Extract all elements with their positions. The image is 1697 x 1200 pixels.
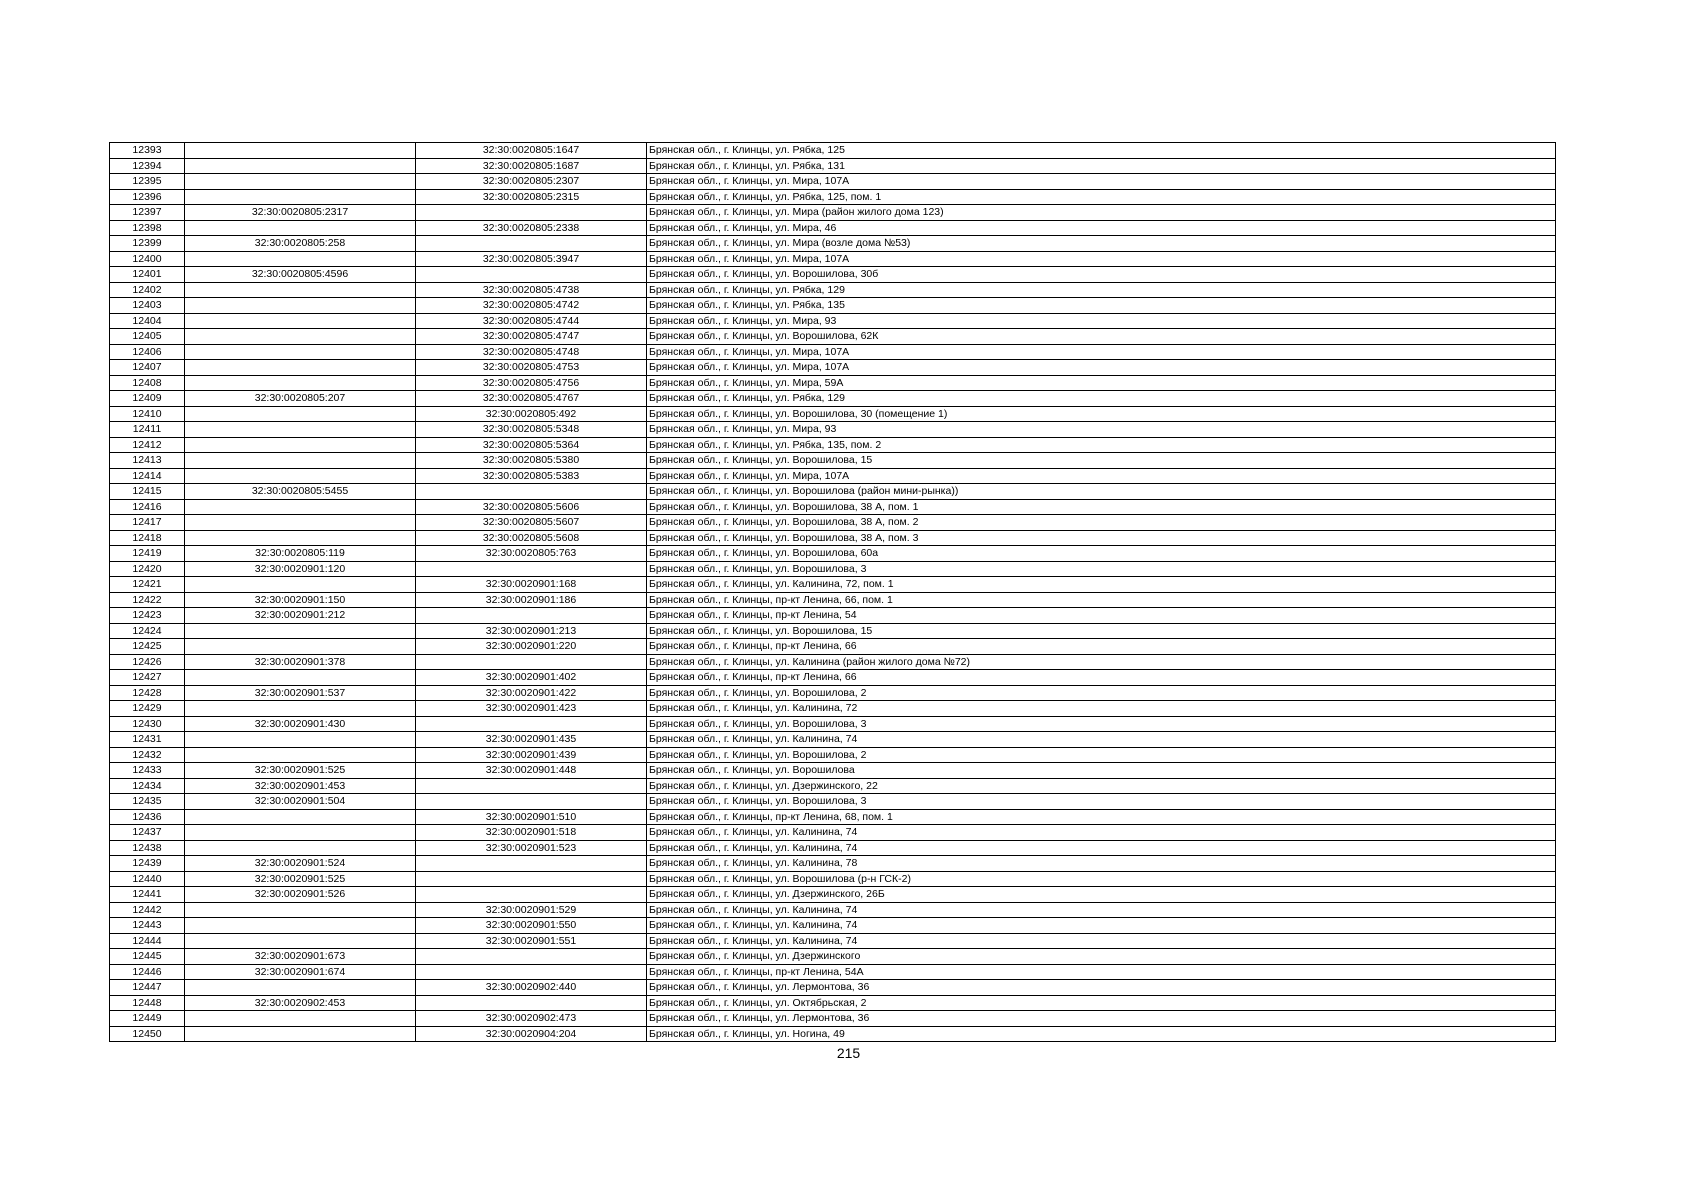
address-cell: Брянская обл., г. Клинцы, ул. Дзержинского xyxy=(647,949,1556,965)
row-number-cell: 12441 xyxy=(110,887,185,903)
cadastral-number-b-cell: 32:30:0020805:5608 xyxy=(416,530,647,546)
row-number-cell: 12427 xyxy=(110,670,185,686)
table-row xyxy=(110,422,1556,438)
address-cell: Брянская обл., г. Клинцы, ул. Ворошилова, 3 xyxy=(647,561,1556,577)
cadastral-number-b-cell: 32:30:0020805:5607 xyxy=(416,515,647,531)
cadastral-number-b-cell xyxy=(416,561,647,577)
cadastral-number-b-cell: 32:30:0020805:5606 xyxy=(416,499,647,515)
address-cell: Брянская обл., г. Клинцы, ул. Калинина, 72, пом. 1 xyxy=(647,577,1556,593)
cadastral-number-b-cell xyxy=(416,778,647,794)
address-cell: Брянская обл., г. Клинцы, ул. Калинина, 74 xyxy=(647,933,1556,949)
cadastral-number-b-cell: 32:30:0020805:2338 xyxy=(416,220,647,236)
cadastral-number-b-cell: 32:30:0020902:440 xyxy=(416,980,647,996)
table-row xyxy=(110,391,1556,407)
registry-table-body xyxy=(110,143,1556,1042)
address-cell: Брянская обл., г. Клинцы, ул. Лермонтова, 36 xyxy=(647,1011,1556,1027)
table-row xyxy=(110,236,1556,252)
address-cell: Брянская обл., г. Клинцы, пр-кт Ленина, 68, пом. 1 xyxy=(647,809,1556,825)
cadastral-number-b-cell: 32:30:0020901:220 xyxy=(416,639,647,655)
address-cell: Брянская обл., г. Клинцы, ул. Дзержинского, 22 xyxy=(647,778,1556,794)
row-number-cell: 12432 xyxy=(110,747,185,763)
table-row xyxy=(110,825,1556,841)
row-number-cell: 12414 xyxy=(110,468,185,484)
cadastral-number-a-cell xyxy=(185,809,416,825)
cadastral-number-a-cell: 32:30:0020805:119 xyxy=(185,546,416,562)
cadastral-number-b-cell: 32:30:0020901:168 xyxy=(416,577,647,593)
page-number: 215 xyxy=(836,1045,861,1061)
cadastral-number-b-cell: 32:30:0020805:4742 xyxy=(416,298,647,314)
cadastral-number-b-cell: 32:30:0020805:5380 xyxy=(416,453,647,469)
address-cell: Брянская обл., г. Клинцы, ул. Рябка, 125, пом. 1 xyxy=(647,189,1556,205)
cadastral-number-a-cell xyxy=(185,313,416,329)
cadastral-number-a-cell: 32:30:0020805:5455 xyxy=(185,484,416,500)
address-cell: Брянская обл., г. Клинцы, ул. Рябка, 135 xyxy=(647,298,1556,314)
address-cell: Брянская обл., г. Клинцы, пр-кт Ленина, 66, пом. 1 xyxy=(647,592,1556,608)
table-row xyxy=(110,918,1556,934)
row-number-cell: 12418 xyxy=(110,530,185,546)
table-row xyxy=(110,158,1556,174)
cadastral-number-b-cell: 32:30:0020901:435 xyxy=(416,732,647,748)
address-cell: Брянская обл., г. Клинцы, ул. Калинина, 78 xyxy=(647,856,1556,872)
address-cell: Брянская обл., г. Клинцы, ул. Ворошилова (район мини-рынка)) xyxy=(647,484,1556,500)
table-row xyxy=(110,980,1556,996)
row-number-cell: 12401 xyxy=(110,267,185,283)
row-number-cell: 12393 xyxy=(110,143,185,159)
cadastral-number-b-cell xyxy=(416,794,647,810)
cadastral-number-b-cell: 32:30:0020901:186 xyxy=(416,592,647,608)
cadastral-number-a-cell xyxy=(185,189,416,205)
table-row xyxy=(110,499,1556,515)
row-number-cell: 12444 xyxy=(110,933,185,949)
address-cell: Брянская обл., г. Клинцы, ул. Калинина, 74 xyxy=(647,902,1556,918)
address-cell: Брянская обл., г. Клинцы, ул. Мира, 107А xyxy=(647,344,1556,360)
cadastral-number-b-cell: 32:30:0020805:1647 xyxy=(416,143,647,159)
address-cell: Брянская обл., г. Клинцы, ул. Ворошилова, 3 xyxy=(647,716,1556,732)
row-number-cell: 12402 xyxy=(110,282,185,298)
row-number-cell: 12398 xyxy=(110,220,185,236)
cadastral-number-b-cell xyxy=(416,205,647,221)
row-number-cell: 12416 xyxy=(110,499,185,515)
address-cell: Брянская обл., г. Клинцы, ул. Дзержинского, 26Б xyxy=(647,887,1556,903)
cadastral-number-b-cell: 32:30:0020805:5364 xyxy=(416,437,647,453)
cadastral-number-b-cell: 32:30:0020805:1687 xyxy=(416,158,647,174)
address-cell: Брянская обл., г. Клинцы, ул. Рябка, 129 xyxy=(647,391,1556,407)
row-number-cell: 12396 xyxy=(110,189,185,205)
cadastral-number-b-cell: 32:30:0020805:4738 xyxy=(416,282,647,298)
table-row xyxy=(110,313,1556,329)
address-cell: Брянская обл., г. Клинцы, ул. Рябка, 129 xyxy=(647,282,1556,298)
row-number-cell: 12419 xyxy=(110,546,185,562)
table-row xyxy=(110,406,1556,422)
cadastral-number-b-cell xyxy=(416,608,647,624)
table-row xyxy=(110,546,1556,562)
row-number-cell: 12422 xyxy=(110,592,185,608)
table-row xyxy=(110,592,1556,608)
cadastral-number-b-cell: 32:30:0020901:510 xyxy=(416,809,647,825)
address-cell: Брянская обл., г. Клинцы, ул. Ворошилова, 38 А, пом. 1 xyxy=(647,499,1556,515)
cadastral-number-b-cell xyxy=(416,236,647,252)
row-number-cell: 12421 xyxy=(110,577,185,593)
cadastral-number-a-cell xyxy=(185,980,416,996)
row-number-cell: 12449 xyxy=(110,1011,185,1027)
table-row xyxy=(110,933,1556,949)
row-number-cell: 12425 xyxy=(110,639,185,655)
address-cell: Брянская обл., г. Клинцы, ул. Калинина, 74 xyxy=(647,918,1556,934)
table-row xyxy=(110,732,1556,748)
cadastral-number-b-cell: 32:30:0020901:523 xyxy=(416,840,647,856)
row-number-cell: 12438 xyxy=(110,840,185,856)
address-cell: Брянская обл., г. Клинцы, ул. Мира, 107А xyxy=(647,360,1556,376)
cadastral-number-a-cell xyxy=(185,933,416,949)
cadastral-number-b-cell xyxy=(416,871,647,887)
cadastral-number-b-cell: 32:30:0020901:439 xyxy=(416,747,647,763)
table-row xyxy=(110,282,1556,298)
cadastral-number-a-cell: 32:30:0020901:537 xyxy=(185,685,416,701)
cadastral-number-b-cell xyxy=(416,716,647,732)
cadastral-number-b-cell: 32:30:0020805:4756 xyxy=(416,375,647,391)
cadastral-number-a-cell: 32:30:0020805:4596 xyxy=(185,267,416,283)
table-row xyxy=(110,871,1556,887)
cadastral-number-b-cell: 32:30:0020805:4748 xyxy=(416,344,647,360)
table-row xyxy=(110,1026,1556,1042)
cadastral-number-b-cell: 32:30:0020805:4767 xyxy=(416,391,647,407)
cadastral-number-a-cell xyxy=(185,515,416,531)
address-cell: Брянская обл., г. Клинцы, ул. Рябка, 135, пом. 2 xyxy=(647,437,1556,453)
row-number-cell: 12415 xyxy=(110,484,185,500)
cadastral-number-b-cell xyxy=(416,995,647,1011)
row-number-cell: 12394 xyxy=(110,158,185,174)
cadastral-number-a-cell: 32:30:0020901:504 xyxy=(185,794,416,810)
cadastral-number-b-cell xyxy=(416,856,647,872)
row-number-cell: 12440 xyxy=(110,871,185,887)
table-row xyxy=(110,375,1556,391)
cadastral-number-b-cell xyxy=(416,887,647,903)
cadastral-number-a-cell xyxy=(185,468,416,484)
row-number-cell: 12431 xyxy=(110,732,185,748)
address-cell: Брянская обл., г. Клинцы, ул. Калинина (район жилого дома №72) xyxy=(647,654,1556,670)
table-row xyxy=(110,887,1556,903)
row-number-cell: 12450 xyxy=(110,1026,185,1042)
cadastral-number-b-cell: 32:30:0020805:5348 xyxy=(416,422,647,438)
table-row xyxy=(110,902,1556,918)
address-cell: Брянская обл., г. Клинцы, ул. Мира (район жилого дома 123) xyxy=(647,205,1556,221)
cadastral-number-b-cell: 32:30:0020901:551 xyxy=(416,933,647,949)
table-row xyxy=(110,778,1556,794)
table-row xyxy=(110,964,1556,980)
address-cell: Брянская обл., г. Клинцы, ул. Ворошилова, 15 xyxy=(647,623,1556,639)
cadastral-number-a-cell: 32:30:0020805:258 xyxy=(185,236,416,252)
row-number-cell: 12407 xyxy=(110,360,185,376)
row-number-cell: 12442 xyxy=(110,902,185,918)
cadastral-number-a-cell xyxy=(185,623,416,639)
cadastral-number-a-cell: 32:30:0020902:453 xyxy=(185,995,416,1011)
cadastral-number-b-cell: 32:30:0020805:4744 xyxy=(416,313,647,329)
address-cell: Брянская обл., г. Клинцы, пр-кт Ленина, 54 xyxy=(647,608,1556,624)
cadastral-number-a-cell: 32:30:0020901:378 xyxy=(185,654,416,670)
cadastral-number-a-cell: 32:30:0020901:525 xyxy=(185,871,416,887)
row-number-cell: 12408 xyxy=(110,375,185,391)
cadastral-number-a-cell: 32:30:0020901:526 xyxy=(185,887,416,903)
address-cell: Брянская обл., г. Клинцы, ул. Мира, 107А xyxy=(647,251,1556,267)
cadastral-number-a-cell: 32:30:0020901:430 xyxy=(185,716,416,732)
table-row xyxy=(110,701,1556,717)
table-row xyxy=(110,608,1556,624)
table-row xyxy=(110,484,1556,500)
cadastral-number-a-cell xyxy=(185,453,416,469)
row-number-cell: 12443 xyxy=(110,918,185,934)
address-cell: Брянская обл., г. Клинцы, ул. Лермонтова, 36 xyxy=(647,980,1556,996)
table-row xyxy=(110,174,1556,190)
row-number-cell: 12405 xyxy=(110,329,185,345)
row-number-cell: 12399 xyxy=(110,236,185,252)
cadastral-number-a-cell: 32:30:0020805:207 xyxy=(185,391,416,407)
table-row xyxy=(110,561,1556,577)
cadastral-number-a-cell xyxy=(185,825,416,841)
cadastral-number-a-cell xyxy=(185,670,416,686)
cadastral-number-b-cell: 32:30:0020805:492 xyxy=(416,406,647,422)
row-number-cell: 12404 xyxy=(110,313,185,329)
address-cell: Брянская обл., г. Клинцы, ул. Мира, 93 xyxy=(647,422,1556,438)
cadastral-number-a-cell: 32:30:0020805:2317 xyxy=(185,205,416,221)
address-cell: Брянская обл., г. Клинцы, пр-кт Ленина, 66 xyxy=(647,670,1556,686)
cadastral-number-a-cell xyxy=(185,220,416,236)
cadastral-number-b-cell: 32:30:0020901:518 xyxy=(416,825,647,841)
row-number-cell: 12395 xyxy=(110,174,185,190)
table-row xyxy=(110,143,1556,159)
cadastral-number-a-cell xyxy=(185,902,416,918)
cadastral-number-a-cell xyxy=(185,143,416,159)
table-row xyxy=(110,949,1556,965)
row-number-cell: 12424 xyxy=(110,623,185,639)
row-number-cell: 12445 xyxy=(110,949,185,965)
cadastral-number-b-cell xyxy=(416,267,647,283)
cadastral-number-a-cell: 32:30:0020901:120 xyxy=(185,561,416,577)
address-cell: Брянская обл., г. Клинцы, ул. Калинина, 74 xyxy=(647,732,1556,748)
address-cell: Брянская обл., г. Клинцы, ул. Ворошилова, 62К xyxy=(647,329,1556,345)
row-number-cell: 12403 xyxy=(110,298,185,314)
table-row xyxy=(110,670,1556,686)
cadastral-number-b-cell: 32:30:0020901:423 xyxy=(416,701,647,717)
row-number-cell: 12428 xyxy=(110,685,185,701)
table-row xyxy=(110,298,1556,314)
cadastral-number-a-cell xyxy=(185,174,416,190)
address-cell: Брянская обл., г. Клинцы, ул. Ворошилова xyxy=(647,763,1556,779)
cadastral-number-a-cell: 32:30:0020901:674 xyxy=(185,964,416,980)
table-row xyxy=(110,189,1556,205)
address-cell: Брянская обл., г. Клинцы, ул. Мира, 107А xyxy=(647,174,1556,190)
cadastral-number-a-cell xyxy=(185,732,416,748)
address-cell: Брянская обл., г. Клинцы, ул. Ворошилова, 38 А, пом. 3 xyxy=(647,530,1556,546)
table-row xyxy=(110,437,1556,453)
cadastral-number-b-cell xyxy=(416,484,647,500)
table-row xyxy=(110,1011,1556,1027)
cadastral-number-a-cell xyxy=(185,282,416,298)
cadastral-number-a-cell: 32:30:0020901:212 xyxy=(185,608,416,624)
table-row xyxy=(110,654,1556,670)
row-number-cell: 12411 xyxy=(110,422,185,438)
table-row xyxy=(110,623,1556,639)
table-row xyxy=(110,995,1556,1011)
cadastral-number-b-cell: 32:30:0020805:763 xyxy=(416,546,647,562)
cadastral-number-a-cell xyxy=(185,918,416,934)
address-cell: Брянская обл., г. Клинцы, ул. Мира (возле дома №53) xyxy=(647,236,1556,252)
address-cell: Брянская обл., г. Клинцы, ул. Рябка, 131 xyxy=(647,158,1556,174)
cadastral-number-b-cell: 32:30:0020805:5383 xyxy=(416,468,647,484)
address-cell: Брянская обл., г. Клинцы, ул. Калинина, 72 xyxy=(647,701,1556,717)
cadastral-number-a-cell xyxy=(185,298,416,314)
cadastral-number-b-cell: 32:30:0020901:422 xyxy=(416,685,647,701)
row-number-cell: 12423 xyxy=(110,608,185,624)
cadastral-number-b-cell: 32:30:0020901:402 xyxy=(416,670,647,686)
table-row xyxy=(110,344,1556,360)
row-number-cell: 12448 xyxy=(110,995,185,1011)
cadastral-number-a-cell xyxy=(185,422,416,438)
cadastral-number-b-cell xyxy=(416,964,647,980)
address-cell: Брянская обл., г. Клинцы, ул. Мира, 107А xyxy=(647,468,1556,484)
table-row xyxy=(110,530,1556,546)
cadastral-number-a-cell xyxy=(185,577,416,593)
cadastral-number-b-cell: 32:30:0020901:529 xyxy=(416,902,647,918)
row-number-cell: 12447 xyxy=(110,980,185,996)
table-row xyxy=(110,747,1556,763)
address-cell: Брянская обл., г. Клинцы, ул. Ворошилова, 38 А, пом. 2 xyxy=(647,515,1556,531)
address-cell: Брянская обл., г. Клинцы, ул. Калинина, 74 xyxy=(647,825,1556,841)
address-cell: Брянская обл., г. Клинцы, ул. Мира, 93 xyxy=(647,313,1556,329)
cadastral-number-a-cell xyxy=(185,1011,416,1027)
table-row xyxy=(110,329,1556,345)
address-cell: Брянская обл., г. Клинцы, пр-кт Ленина, 66 xyxy=(647,639,1556,655)
row-number-cell: 12433 xyxy=(110,763,185,779)
row-number-cell: 12409 xyxy=(110,391,185,407)
cadastral-number-a-cell: 32:30:0020901:150 xyxy=(185,592,416,608)
address-cell: Брянская обл., г. Клинцы, ул. Ворошилова (р-н ГСК-2) xyxy=(647,871,1556,887)
cadastral-number-a-cell xyxy=(185,360,416,376)
address-cell: Брянская обл., г. Клинцы, ул. Рябка, 125 xyxy=(647,143,1556,159)
table-row xyxy=(110,809,1556,825)
cadastral-number-a-cell xyxy=(185,530,416,546)
address-cell: Брянская обл., г. Клинцы, ул. Ворошилова, 3 xyxy=(647,794,1556,810)
cadastral-number-b-cell xyxy=(416,949,647,965)
cadastral-number-a-cell: 32:30:0020901:525 xyxy=(185,763,416,779)
table-row xyxy=(110,716,1556,732)
cadastral-number-a-cell xyxy=(185,639,416,655)
cadastral-number-a-cell xyxy=(185,747,416,763)
table-row xyxy=(110,360,1556,376)
row-number-cell: 12412 xyxy=(110,437,185,453)
table-row xyxy=(110,763,1556,779)
address-cell: Брянская обл., г. Клинцы, ул. Ворошилова, 30 (помещение 1) xyxy=(647,406,1556,422)
row-number-cell: 12413 xyxy=(110,453,185,469)
row-number-cell: 12436 xyxy=(110,809,185,825)
cadastral-number-a-cell xyxy=(185,1026,416,1042)
row-number-cell: 12437 xyxy=(110,825,185,841)
table-row xyxy=(110,205,1556,221)
cadastral-number-b-cell: 32:30:0020904:204 xyxy=(416,1026,647,1042)
row-number-cell: 12430 xyxy=(110,716,185,732)
address-cell: Брянская обл., г. Клинцы, ул. Ногина, 49 xyxy=(647,1026,1556,1042)
cadastral-number-a-cell xyxy=(185,701,416,717)
cadastral-number-a-cell xyxy=(185,406,416,422)
cadastral-number-a-cell xyxy=(185,344,416,360)
table-row xyxy=(110,468,1556,484)
cadastral-number-b-cell: 32:30:0020805:2315 xyxy=(416,189,647,205)
table-row xyxy=(110,794,1556,810)
row-number-cell: 12429 xyxy=(110,701,185,717)
cadastral-number-b-cell: 32:30:0020805:4753 xyxy=(416,360,647,376)
cadastral-number-a-cell xyxy=(185,251,416,267)
table-row xyxy=(110,856,1556,872)
row-number-cell: 12446 xyxy=(110,964,185,980)
address-cell: Брянская обл., г. Клинцы, ул. Мира, 46 xyxy=(647,220,1556,236)
table-row xyxy=(110,251,1556,267)
cadastral-number-a-cell: 32:30:0020901:524 xyxy=(185,856,416,872)
row-number-cell: 12439 xyxy=(110,856,185,872)
cadastral-number-b-cell: 32:30:0020805:2307 xyxy=(416,174,647,190)
row-number-cell: 12406 xyxy=(110,344,185,360)
table-row xyxy=(110,267,1556,283)
cadastral-number-a-cell xyxy=(185,375,416,391)
row-number-cell: 12400 xyxy=(110,251,185,267)
row-number-cell: 12417 xyxy=(110,515,185,531)
table-row xyxy=(110,453,1556,469)
cadastral-number-a-cell xyxy=(185,158,416,174)
cadastral-number-b-cell: 32:30:0020901:550 xyxy=(416,918,647,934)
cadastral-number-a-cell: 32:30:0020901:453 xyxy=(185,778,416,794)
cadastral-number-b-cell: 32:30:0020902:473 xyxy=(416,1011,647,1027)
row-number-cell: 12420 xyxy=(110,561,185,577)
address-cell: Брянская обл., г. Клинцы, ул. Калинина, 74 xyxy=(647,840,1556,856)
address-cell: Брянская обл., г. Клинцы, ул. Ворошилова, 30б xyxy=(647,267,1556,283)
cadastral-number-a-cell xyxy=(185,329,416,345)
table-row xyxy=(110,577,1556,593)
table-row xyxy=(110,515,1556,531)
cadastral-number-b-cell: 32:30:0020805:3947 xyxy=(416,251,647,267)
address-cell: Брянская обл., г. Клинцы, ул. Октябрьская, 2 xyxy=(647,995,1556,1011)
table-row xyxy=(110,685,1556,701)
row-number-cell: 12397 xyxy=(110,205,185,221)
cadastral-number-b-cell: 32:30:0020901:213 xyxy=(416,623,647,639)
address-cell: Брянская обл., г. Клинцы, ул. Мира, 59А xyxy=(647,375,1556,391)
cadastral-number-b-cell: 32:30:0020805:4747 xyxy=(416,329,647,345)
cadastral-number-b-cell: 32:30:0020901:448 xyxy=(416,763,647,779)
table-row xyxy=(110,840,1556,856)
row-number-cell: 12426 xyxy=(110,654,185,670)
cadastral-number-a-cell xyxy=(185,437,416,453)
table-row xyxy=(110,639,1556,655)
address-cell: Брянская обл., г. Клинцы, ул. Ворошилова, 60а xyxy=(647,546,1556,562)
row-number-cell: 12410 xyxy=(110,406,185,422)
registry-table xyxy=(109,142,1556,1042)
cadastral-number-a-cell xyxy=(185,840,416,856)
cadastral-number-a-cell xyxy=(185,499,416,515)
row-number-cell: 12435 xyxy=(110,794,185,810)
table-row xyxy=(110,220,1556,236)
cadastral-number-b-cell xyxy=(416,654,647,670)
address-cell: Брянская обл., г. Клинцы, пр-кт Ленина, 54А xyxy=(647,964,1556,980)
address-cell: Брянская обл., г. Клинцы, ул. Ворошилова, 15 xyxy=(647,453,1556,469)
address-cell: Брянская обл., г. Клинцы, ул. Ворошилова, 2 xyxy=(647,747,1556,763)
cadastral-number-a-cell: 32:30:0020901:673 xyxy=(185,949,416,965)
address-cell: Брянская обл., г. Клинцы, ул. Ворошилова, 2 xyxy=(647,685,1556,701)
row-number-cell: 12434 xyxy=(110,778,185,794)
